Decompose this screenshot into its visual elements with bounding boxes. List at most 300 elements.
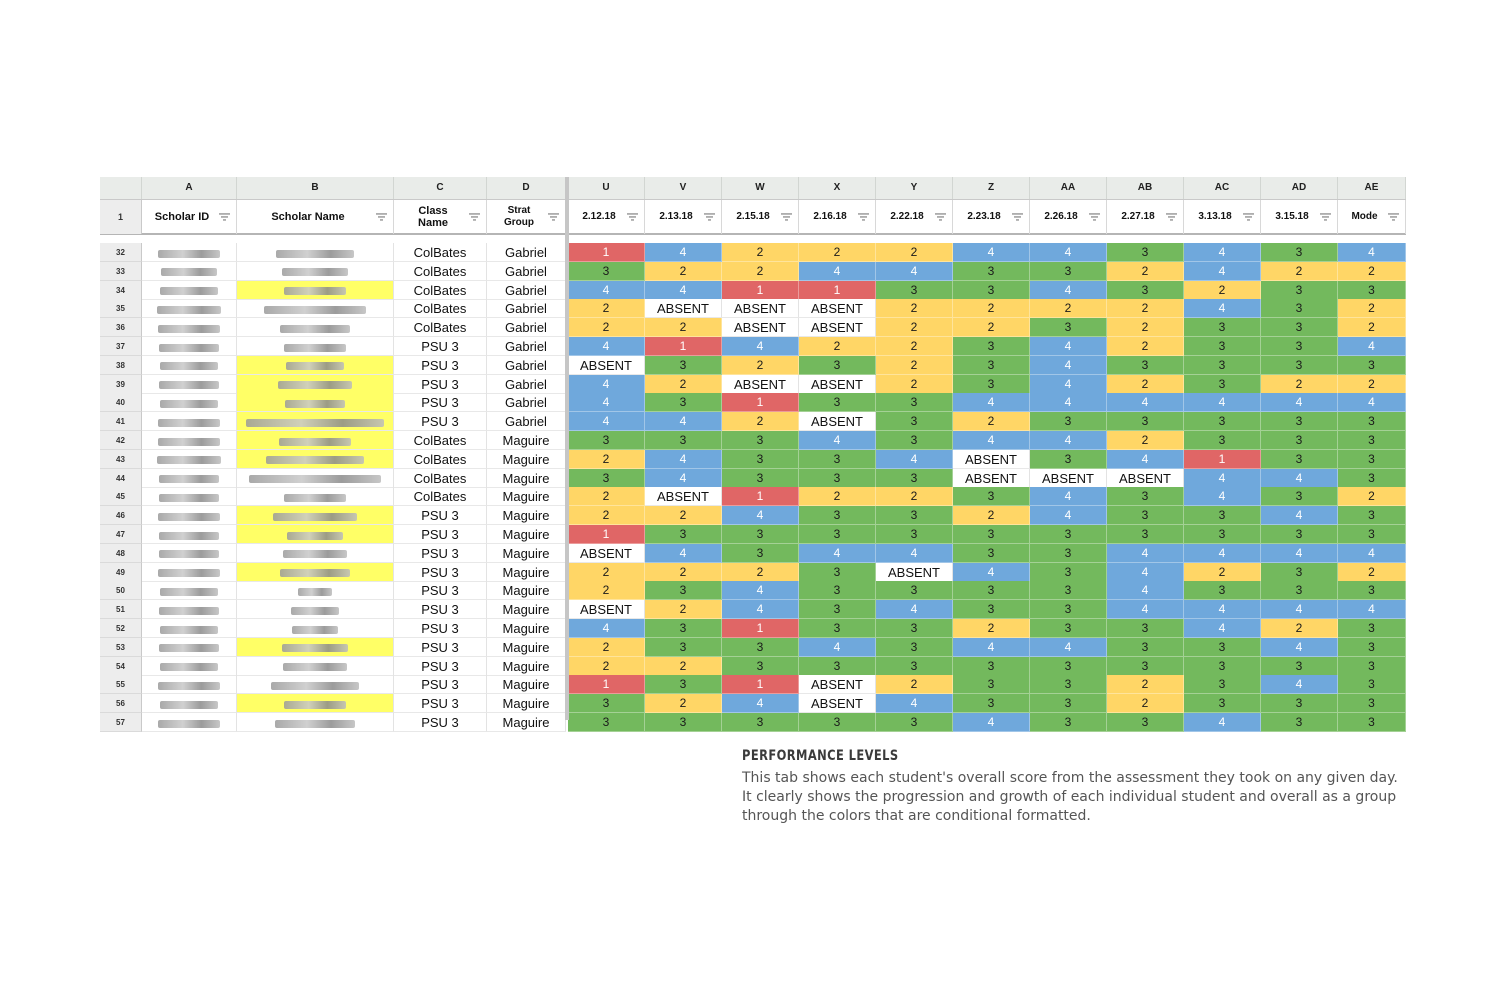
mode-cell[interactable]: 2: [1338, 262, 1406, 281]
score-cell[interactable]: 4: [1261, 638, 1338, 657]
score-cell[interactable]: 4: [953, 243, 1030, 262]
score-cell[interactable]: 3: [953, 281, 1030, 300]
mode-cell[interactable]: 3: [1338, 619, 1406, 638]
scholar-name-cell[interactable]: [237, 600, 394, 619]
score-cell[interactable]: 3: [1107, 243, 1184, 262]
score-cell[interactable]: 3: [953, 581, 1030, 600]
class-name-cell[interactable]: PSU 3: [394, 356, 487, 375]
strat-group-cell[interactable]: Maguire: [487, 525, 566, 544]
column-letter-ac[interactable]: AC: [1184, 177, 1261, 199]
column-letter-v[interactable]: V: [645, 177, 722, 199]
score-cell[interactable]: 3: [953, 356, 1030, 375]
score-cell[interactable]: 2: [1261, 262, 1338, 281]
class-name-cell[interactable]: PSU 3: [394, 675, 487, 694]
corner-cell[interactable]: [100, 177, 142, 199]
score-cell[interactable]: 2: [1261, 619, 1338, 638]
header-mode[interactable]: [1338, 200, 1406, 234]
class-name-cell[interactable]: PSU 3: [394, 638, 487, 657]
class-name-cell[interactable]: ColBates: [394, 262, 487, 281]
score-cell[interactable]: 2: [568, 563, 645, 582]
score-cell[interactable]: 3: [953, 657, 1030, 676]
scholar-name-cell[interactable]: [237, 469, 394, 488]
scholar-id-cell[interactable]: [142, 243, 237, 262]
strat-group-cell[interactable]: Maguire: [487, 581, 566, 600]
score-cell[interactable]: 3: [1107, 281, 1184, 300]
score-cell[interactable]: 4: [568, 337, 645, 356]
score-cell[interactable]: 3: [799, 619, 876, 638]
score-cell[interactable]: 2: [1107, 299, 1184, 318]
scholar-name-cell[interactable]: [237, 544, 394, 563]
score-cell[interactable]: 3: [1030, 694, 1107, 713]
score-cell[interactable]: 3: [1030, 412, 1107, 431]
class-name-cell[interactable]: ColBates: [394, 299, 487, 318]
score-cell[interactable]: ABSENT: [722, 375, 799, 394]
row-number[interactable]: 33: [100, 262, 142, 281]
mode-cell[interactable]: 3: [1338, 506, 1406, 525]
header-date-2-23-18[interactable]: [953, 200, 1030, 234]
filter-icon[interactable]: [1012, 213, 1023, 221]
mode-cell[interactable]: 3: [1338, 581, 1406, 600]
score-cell[interactable]: 4: [645, 544, 722, 563]
strat-group-cell[interactable]: Gabriel: [487, 281, 566, 300]
score-cell[interactable]: ABSENT: [645, 299, 722, 318]
score-cell[interactable]: 2: [876, 243, 953, 262]
row-number[interactable]: 43: [100, 450, 142, 469]
score-cell[interactable]: ABSENT: [568, 356, 645, 375]
score-cell[interactable]: ABSENT: [953, 450, 1030, 469]
column-letter-w[interactable]: W: [722, 177, 799, 199]
row-number[interactable]: 55: [100, 675, 142, 694]
score-cell[interactable]: 3: [876, 619, 953, 638]
score-cell[interactable]: 2: [1107, 675, 1184, 694]
score-cell[interactable]: 3: [876, 657, 953, 676]
score-cell[interactable]: 3: [645, 713, 722, 732]
mode-cell[interactable]: 3: [1338, 713, 1406, 732]
score-cell[interactable]: 3: [953, 525, 1030, 544]
score-cell[interactable]: 4: [1261, 469, 1338, 488]
score-cell[interactable]: 2: [722, 356, 799, 375]
score-cell[interactable]: 3: [876, 281, 953, 300]
scholar-name-cell[interactable]: [237, 262, 394, 281]
score-cell[interactable]: ABSENT: [799, 299, 876, 318]
row-number[interactable]: 42: [100, 431, 142, 450]
score-cell[interactable]: 3: [722, 469, 799, 488]
score-cell[interactable]: 3: [799, 525, 876, 544]
score-cell[interactable]: 3: [799, 356, 876, 375]
strat-group-cell[interactable]: Maguire: [487, 487, 566, 506]
score-cell[interactable]: 3: [1030, 675, 1107, 694]
score-cell[interactable]: 3: [645, 638, 722, 657]
scholar-name-cell[interactable]: [237, 281, 394, 300]
score-cell[interactable]: 3: [1030, 318, 1107, 337]
score-cell[interactable]: 2: [645, 563, 722, 582]
score-cell[interactable]: 4: [1184, 299, 1261, 318]
score-cell[interactable]: 3: [876, 638, 953, 657]
scholar-name-cell[interactable]: [237, 412, 394, 431]
header-date-2-13-18[interactable]: [645, 200, 722, 234]
row-number[interactable]: 48: [100, 544, 142, 563]
class-name-cell[interactable]: PSU 3: [394, 337, 487, 356]
score-cell[interactable]: 4: [953, 638, 1030, 657]
column-letter-y[interactable]: Y: [876, 177, 953, 199]
score-cell[interactable]: ABSENT: [799, 694, 876, 713]
score-cell[interactable]: 3: [1261, 450, 1338, 469]
score-cell[interactable]: 3: [1261, 525, 1338, 544]
score-cell[interactable]: 4: [1030, 337, 1107, 356]
filter-icon[interactable]: [376, 213, 387, 221]
score-cell[interactable]: 4: [953, 563, 1030, 582]
header-date-3-13-18[interactable]: [1184, 200, 1261, 234]
scholar-id-cell[interactable]: [142, 487, 237, 506]
score-cell[interactable]: 3: [1184, 356, 1261, 375]
score-cell[interactable]: 2: [953, 299, 1030, 318]
score-cell[interactable]: 2: [1030, 299, 1107, 318]
score-cell[interactable]: 4: [722, 337, 799, 356]
score-cell[interactable]: 3: [1107, 619, 1184, 638]
score-cell[interactable]: 3: [1261, 431, 1338, 450]
score-cell[interactable]: 3: [1184, 431, 1261, 450]
scholar-id-cell[interactable]: [142, 412, 237, 431]
score-cell[interactable]: 3: [1184, 375, 1261, 394]
score-cell[interactable]: ABSENT: [568, 544, 645, 563]
filter-icon[interactable]: [1320, 213, 1331, 221]
class-name-cell[interactable]: PSU 3: [394, 393, 487, 412]
score-cell[interactable]: 3: [722, 450, 799, 469]
class-name-cell[interactable]: PSU 3: [394, 375, 487, 394]
score-cell[interactable]: 2: [645, 694, 722, 713]
score-cell[interactable]: 3: [1030, 262, 1107, 281]
score-cell[interactable]: 4: [645, 243, 722, 262]
mode-cell[interactable]: 3: [1338, 412, 1406, 431]
score-cell[interactable]: 4: [1184, 544, 1261, 563]
score-cell[interactable]: 3: [1030, 619, 1107, 638]
score-cell[interactable]: ABSENT: [645, 487, 722, 506]
class-name-cell[interactable]: PSU 3: [394, 581, 487, 600]
score-cell[interactable]: 4: [1184, 619, 1261, 638]
score-cell[interactable]: 3: [1184, 694, 1261, 713]
score-cell[interactable]: 4: [1030, 638, 1107, 657]
score-cell[interactable]: 4: [1030, 506, 1107, 525]
score-cell[interactable]: 3: [799, 657, 876, 676]
header-class-name[interactable]: [394, 200, 487, 234]
score-cell[interactable]: ABSENT: [722, 299, 799, 318]
score-cell[interactable]: 4: [1030, 393, 1107, 412]
filter-icon[interactable]: [1388, 213, 1399, 221]
score-cell[interactable]: 3: [1184, 675, 1261, 694]
score-cell[interactable]: 2: [876, 356, 953, 375]
score-cell[interactable]: 3: [1030, 600, 1107, 619]
row-number[interactable]: 52: [100, 619, 142, 638]
scholar-name-cell[interactable]: [237, 337, 394, 356]
score-cell[interactable]: 4: [568, 375, 645, 394]
score-cell[interactable]: 4: [1107, 393, 1184, 412]
score-cell[interactable]: 4: [876, 262, 953, 281]
filter-icon[interactable]: [704, 213, 715, 221]
score-cell[interactable]: 3: [876, 581, 953, 600]
score-cell[interactable]: 4: [876, 544, 953, 563]
score-cell[interactable]: 4: [1184, 393, 1261, 412]
mode-cell[interactable]: 3: [1338, 450, 1406, 469]
score-cell[interactable]: 4: [722, 600, 799, 619]
strat-group-cell[interactable]: Gabriel: [487, 299, 566, 318]
score-cell[interactable]: 1: [568, 243, 645, 262]
class-name-cell[interactable]: PSU 3: [394, 563, 487, 582]
scholar-id-cell[interactable]: [142, 506, 237, 525]
score-cell[interactable]: 4: [953, 713, 1030, 732]
header-date-2-12-18[interactable]: [568, 200, 645, 234]
class-name-cell[interactable]: PSU 3: [394, 713, 487, 732]
column-letter-z[interactable]: Z: [953, 177, 1030, 199]
score-cell[interactable]: 2: [1107, 694, 1184, 713]
score-cell[interactable]: 2: [645, 318, 722, 337]
class-name-cell[interactable]: PSU 3: [394, 506, 487, 525]
header-date-2-22-18[interactable]: [876, 200, 953, 234]
score-cell[interactable]: 3: [1261, 356, 1338, 375]
score-cell[interactable]: 2: [953, 506, 1030, 525]
score-cell[interactable]: 3: [799, 469, 876, 488]
mode-cell[interactable]: 3: [1338, 638, 1406, 657]
score-cell[interactable]: 3: [1107, 657, 1184, 676]
row-number[interactable]: 51: [100, 600, 142, 619]
score-cell[interactable]: 3: [1184, 525, 1261, 544]
score-cell[interactable]: 3: [722, 544, 799, 563]
mode-cell[interactable]: 4: [1338, 337, 1406, 356]
score-cell[interactable]: 3: [1261, 563, 1338, 582]
score-cell[interactable]: ABSENT: [799, 412, 876, 431]
class-name-cell[interactable]: ColBates: [394, 487, 487, 506]
scholar-id-cell[interactable]: [142, 694, 237, 713]
score-cell[interactable]: 1: [1184, 450, 1261, 469]
scholar-id-cell[interactable]: [142, 563, 237, 582]
scholar-id-cell[interactable]: [142, 450, 237, 469]
class-name-cell[interactable]: PSU 3: [394, 600, 487, 619]
class-name-cell[interactable]: ColBates: [394, 431, 487, 450]
score-cell[interactable]: 2: [1107, 375, 1184, 394]
class-name-cell[interactable]: PSU 3: [394, 619, 487, 638]
row-number[interactable]: 50: [100, 581, 142, 600]
scholar-id-cell[interactable]: [142, 675, 237, 694]
score-cell[interactable]: 2: [568, 318, 645, 337]
score-cell[interactable]: ABSENT: [1107, 469, 1184, 488]
mode-cell[interactable]: 2: [1338, 299, 1406, 318]
row-number[interactable]: 37: [100, 337, 142, 356]
strat-group-cell[interactable]: Maguire: [487, 450, 566, 469]
score-cell[interactable]: 2: [1261, 375, 1338, 394]
score-cell[interactable]: 4: [799, 544, 876, 563]
row-number[interactable]: 38: [100, 356, 142, 375]
column-letter-aa[interactable]: AA: [1030, 177, 1107, 199]
strat-group-cell[interactable]: Maguire: [487, 469, 566, 488]
filter-icon[interactable]: [1166, 213, 1177, 221]
score-cell[interactable]: 2: [799, 487, 876, 506]
row-number[interactable]: 57: [100, 713, 142, 732]
strat-group-cell[interactable]: Maguire: [487, 563, 566, 582]
column-letter-d[interactable]: D: [487, 177, 566, 199]
score-cell[interactable]: 3: [953, 600, 1030, 619]
score-cell[interactable]: 3: [1030, 544, 1107, 563]
score-cell[interactable]: 2: [722, 563, 799, 582]
row-number[interactable]: 47: [100, 525, 142, 544]
score-cell[interactable]: 4: [568, 619, 645, 638]
filter-icon[interactable]: [1243, 213, 1254, 221]
strat-group-cell[interactable]: Maguire: [487, 675, 566, 694]
score-cell[interactable]: 4: [1261, 675, 1338, 694]
score-cell[interactable]: 3: [1261, 487, 1338, 506]
scholar-name-cell[interactable]: [237, 675, 394, 694]
mode-cell[interactable]: 3: [1338, 525, 1406, 544]
scholar-name-cell[interactable]: [237, 393, 394, 412]
row-number[interactable]: 56: [100, 694, 142, 713]
header-scholar-id[interactable]: [142, 200, 237, 234]
score-cell[interactable]: 4: [645, 412, 722, 431]
score-cell[interactable]: 4: [645, 469, 722, 488]
score-cell[interactable]: ABSENT: [1030, 469, 1107, 488]
score-cell[interactable]: 2: [953, 619, 1030, 638]
row-number[interactable]: 54: [100, 657, 142, 676]
filter-icon[interactable]: [219, 213, 230, 221]
score-cell[interactable]: 4: [1261, 393, 1338, 412]
scholar-id-cell[interactable]: [142, 525, 237, 544]
scholar-name-cell[interactable]: [237, 431, 394, 450]
filter-icon[interactable]: [781, 213, 792, 221]
strat-group-cell[interactable]: Maguire: [487, 600, 566, 619]
row-number[interactable]: 41: [100, 412, 142, 431]
score-cell[interactable]: 1: [722, 675, 799, 694]
score-cell[interactable]: 4: [876, 694, 953, 713]
column-letter-ab[interactable]: AB: [1107, 177, 1184, 199]
score-cell[interactable]: 3: [876, 506, 953, 525]
score-cell[interactable]: ABSENT: [799, 675, 876, 694]
scholar-name-cell[interactable]: [237, 713, 394, 732]
score-cell[interactable]: 3: [1107, 713, 1184, 732]
column-letter-b[interactable]: B: [237, 177, 394, 199]
score-cell[interactable]: 3: [1030, 713, 1107, 732]
mode-cell[interactable]: 2: [1338, 563, 1406, 582]
score-cell[interactable]: 3: [1261, 318, 1338, 337]
strat-group-cell[interactable]: Maguire: [487, 619, 566, 638]
filter-icon[interactable]: [548, 213, 559, 221]
mode-cell[interactable]: 4: [1338, 600, 1406, 619]
column-letter-ae[interactable]: AE: [1338, 177, 1406, 199]
header-date-2-26-18[interactable]: [1030, 200, 1107, 234]
scholar-name-cell[interactable]: [237, 356, 394, 375]
score-cell[interactable]: ABSENT: [799, 318, 876, 337]
score-cell[interactable]: 3: [876, 525, 953, 544]
score-cell[interactable]: 3: [1184, 506, 1261, 525]
scholar-id-cell[interactable]: [142, 638, 237, 657]
column-letter-x[interactable]: X: [799, 177, 876, 199]
scholar-name-cell[interactable]: [237, 450, 394, 469]
score-cell[interactable]: 3: [568, 713, 645, 732]
column-letter-ad[interactable]: AD: [1261, 177, 1338, 199]
score-cell[interactable]: 3: [645, 581, 722, 600]
score-cell[interactable]: 4: [799, 638, 876, 657]
score-cell[interactable]: 4: [1261, 506, 1338, 525]
freeze-divider[interactable]: [565, 177, 569, 720]
mode-cell[interactable]: 3: [1338, 469, 1406, 488]
score-cell[interactable]: 2: [568, 487, 645, 506]
score-cell[interactable]: 3: [1261, 299, 1338, 318]
score-cell[interactable]: 1: [568, 525, 645, 544]
score-cell[interactable]: 2: [1107, 262, 1184, 281]
score-cell[interactable]: 3: [645, 619, 722, 638]
scholar-id-cell[interactable]: [142, 431, 237, 450]
scholar-id-cell[interactable]: [142, 469, 237, 488]
score-cell[interactable]: 3: [953, 544, 1030, 563]
score-cell[interactable]: 4: [1107, 581, 1184, 600]
score-cell[interactable]: 3: [568, 431, 645, 450]
score-cell[interactable]: 2: [568, 299, 645, 318]
score-cell[interactable]: 2: [876, 487, 953, 506]
strat-group-cell[interactable]: Gabriel: [487, 393, 566, 412]
score-cell[interactable]: 2: [568, 657, 645, 676]
score-cell[interactable]: 4: [1261, 600, 1338, 619]
score-cell[interactable]: 2: [799, 243, 876, 262]
score-cell[interactable]: 1: [722, 393, 799, 412]
score-cell[interactable]: 3: [645, 431, 722, 450]
strat-group-cell[interactable]: Maguire: [487, 544, 566, 563]
scholar-id-cell[interactable]: [142, 318, 237, 337]
scholar-name-cell[interactable]: [237, 619, 394, 638]
score-cell[interactable]: 2: [1184, 563, 1261, 582]
class-name-cell[interactable]: PSU 3: [394, 525, 487, 544]
score-cell[interactable]: 2: [1184, 281, 1261, 300]
class-name-cell[interactable]: PSU 3: [394, 694, 487, 713]
mode-cell[interactable]: 3: [1338, 675, 1406, 694]
score-cell[interactable]: 3: [799, 600, 876, 619]
header-scholar-name[interactable]: [237, 200, 394, 234]
header-date-2-27-18[interactable]: [1107, 200, 1184, 234]
score-cell[interactable]: 1: [722, 619, 799, 638]
score-cell[interactable]: 2: [568, 506, 645, 525]
mode-cell[interactable]: 4: [1338, 544, 1406, 563]
score-cell[interactable]: 3: [799, 713, 876, 732]
scholar-id-cell[interactable]: [142, 281, 237, 300]
scholar-id-cell[interactable]: [142, 262, 237, 281]
score-cell[interactable]: 3: [1030, 563, 1107, 582]
row-number[interactable]: 44: [100, 469, 142, 488]
score-cell[interactable]: ABSENT: [799, 375, 876, 394]
strat-group-cell[interactable]: Gabriel: [487, 318, 566, 337]
mode-cell[interactable]: 4: [1338, 243, 1406, 262]
score-cell[interactable]: 4: [722, 506, 799, 525]
column-letter-c[interactable]: C: [394, 177, 487, 199]
score-cell[interactable]: 3: [1107, 356, 1184, 375]
score-cell[interactable]: 2: [722, 262, 799, 281]
row-number[interactable]: 45: [100, 487, 142, 506]
mode-cell[interactable]: 3: [1338, 694, 1406, 713]
score-cell[interactable]: 4: [953, 393, 1030, 412]
score-cell[interactable]: 3: [645, 525, 722, 544]
strat-group-cell[interactable]: Maguire: [487, 713, 566, 732]
class-name-cell[interactable]: PSU 3: [394, 544, 487, 563]
column-letter-a[interactable]: A: [142, 177, 237, 199]
score-cell[interactable]: 2: [568, 638, 645, 657]
score-cell[interactable]: 3: [953, 262, 1030, 281]
score-cell[interactable]: 4: [1030, 487, 1107, 506]
score-cell[interactable]: 3: [568, 262, 645, 281]
filter-icon[interactable]: [469, 213, 480, 221]
score-cell[interactable]: 2: [799, 337, 876, 356]
score-cell[interactable]: 1: [645, 337, 722, 356]
score-cell[interactable]: 2: [1107, 431, 1184, 450]
score-cell[interactable]: 4: [1184, 487, 1261, 506]
score-cell[interactable]: 4: [1030, 431, 1107, 450]
row-number[interactable]: 36: [100, 318, 142, 337]
score-cell[interactable]: 4: [568, 393, 645, 412]
score-cell[interactable]: 1: [722, 281, 799, 300]
score-cell[interactable]: ABSENT: [722, 318, 799, 337]
